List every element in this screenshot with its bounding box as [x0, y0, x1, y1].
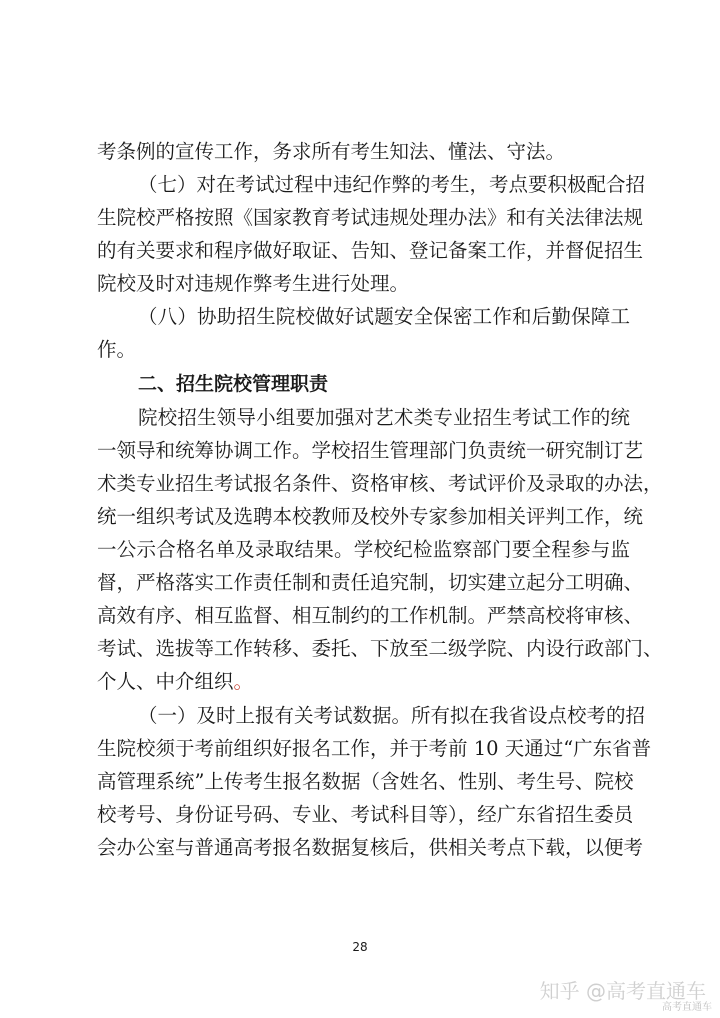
body-line: 高效有序、相互监督、相互制约的工作机制。严禁高校将审核、: [97, 604, 644, 627]
body-line: 生院校须于考前组织好报名工作，并于考前 10 天通过“广东省普: [97, 737, 652, 760]
period-mark: 。: [233, 670, 254, 693]
body-line: 生院校严格按照《国家教育考试违规处理办法》和有关法律法规: [97, 206, 644, 229]
body-line: 一公示合格名单及录取结果。学校纪检监察部门要全程参与监: [97, 538, 630, 561]
body-line: 院校及时对违规作弊考生进行处理。: [97, 272, 410, 295]
body-line: 督，严格落实工作责任制和责任追究制，切实建立起分工明确、: [97, 571, 644, 594]
body-line: [97, 669, 630, 695]
body-line: （一）及时上报有关考试数据。所有拟在我省设点校考的招: [138, 704, 646, 727]
watermark: 知乎 @高考直通车: [539, 979, 706, 1003]
body-line: 考试、选拔等工作转移、委托、下放至二级学院、内设行政部门、: [97, 637, 663, 660]
body-line: 术类专业招生考试报名条件、资格审核、考试评价及录取的办法，: [97, 472, 663, 495]
page-number: 28: [352, 940, 368, 954]
body-line: 的有关要求和程序做好取证、告知、登记备案工作，并督促招生: [97, 239, 644, 262]
body-line: 院校招生领导小组要加强对艺术类专业招生考试工作的统: [138, 406, 630, 429]
body-line: 考条例的宣传工作，务求所有考生知法、懂法、守法。: [97, 140, 566, 163]
watermark-sub: 高考直通车: [662, 1002, 712, 1013]
body-line: 统一组织考试及选聘本校教师及校外专家参加相关评判工作，统: [97, 505, 644, 528]
body-line: 作。: [97, 338, 137, 361]
body-line: 校考号、身份证号码、专业、考试科目等），经广东省招生委员: [97, 803, 634, 826]
line-text: 个人、中介组织: [97, 670, 234, 693]
body-line: 高管理系统”上传考生报名数据（含姓名、性别、考生号、院校: [97, 770, 634, 793]
body-line: （八）协助招生院校做好试题安全保密工作和后勤保障工: [138, 305, 630, 328]
body-line: （七）对在考试过程中违纪作弊的考生，考点要积极配合招: [138, 173, 646, 196]
body-line: 会办公室与普通高考报名数据复核后，供相关考点下载，以便考: [97, 836, 644, 859]
section-heading: 二、招生院校管理职责: [138, 373, 329, 395]
body-line: 一领导和统筹协调工作。学校招生管理部门负责统一研究制订艺: [97, 439, 644, 462]
